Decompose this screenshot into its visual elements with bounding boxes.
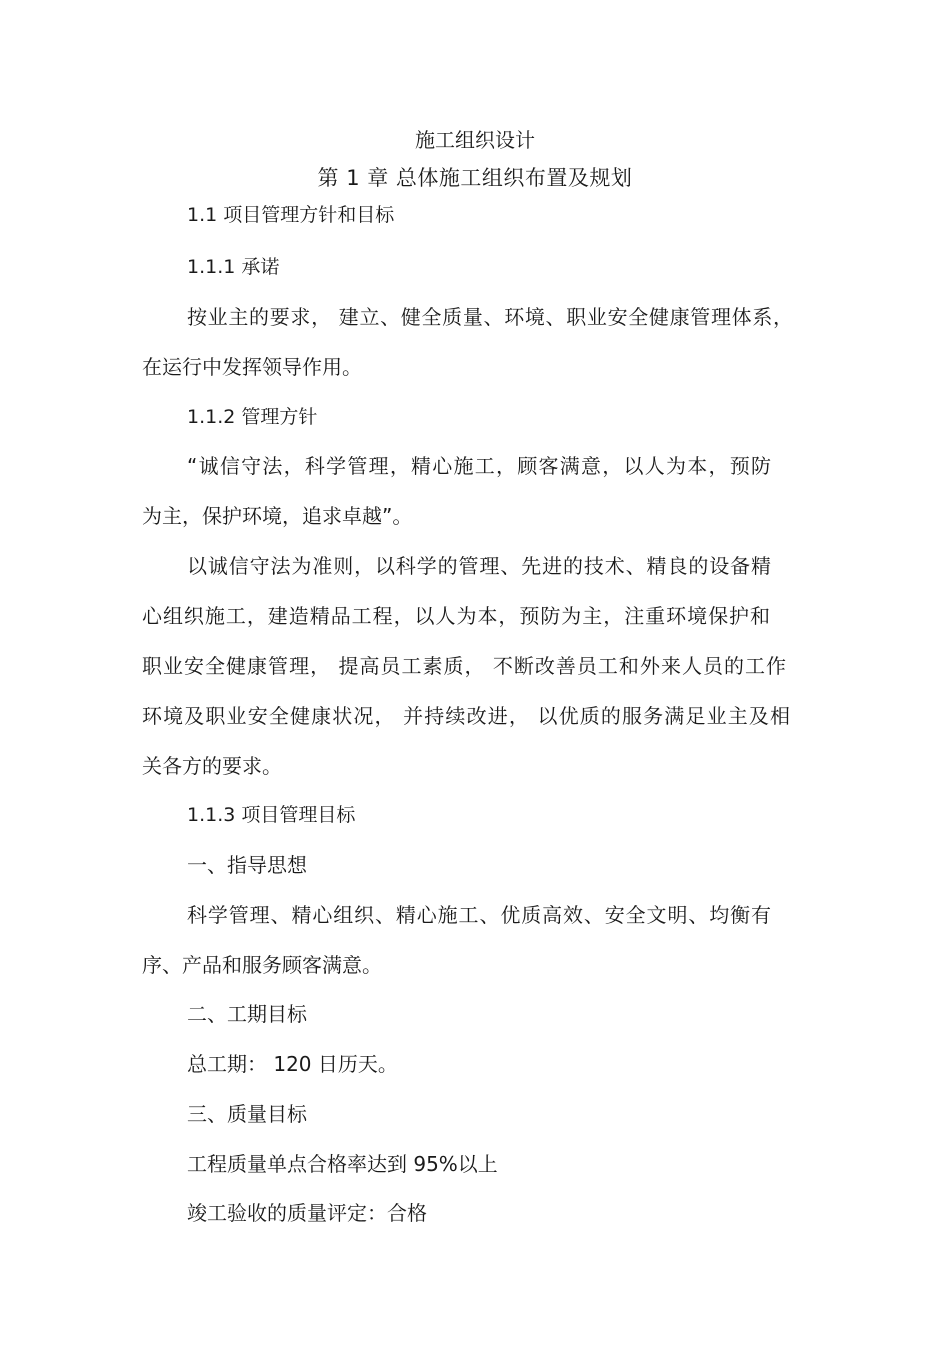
paragraph-line: 环境及职业安全健康状况， 并持续改进， 以优质的服务满足业主及相 bbox=[142, 704, 790, 728]
paragraph-line: 在运行中发挥领导作用。 bbox=[142, 355, 362, 379]
paragraph-line: 工程质量单点合格率达到 95%以上 bbox=[187, 1152, 498, 1176]
paragraph-line: 总工期： 120 日历天。 bbox=[187, 1052, 398, 1076]
subsection-heading-1-1-1: 1.1.1 承诺 bbox=[187, 256, 280, 278]
chapter-heading: 第 1 章 总体施工组织布置及规划 bbox=[317, 166, 633, 190]
item-heading: 二、工期目标 bbox=[187, 1002, 307, 1026]
paragraph-line: 科学管理、精心组织、精心施工、优质高效、安全文明、均衡有 bbox=[187, 903, 771, 927]
subsection-heading-1-1-3: 1.1.3 项目管理目标 bbox=[187, 804, 356, 826]
section-heading-1-1: 1.1 项目管理方针和目标 bbox=[187, 204, 395, 226]
subsection-heading-1-1-2: 1.1.2 管理方针 bbox=[187, 406, 318, 428]
paragraph-line: “诚信守法，科学管理，精心施工，顾客满意，以人为本，预防 bbox=[187, 454, 771, 478]
paragraph-line: 为主，保护环境，追求卓越”。 bbox=[142, 504, 413, 528]
paragraph-line: 关各方的要求。 bbox=[142, 754, 282, 778]
paragraph-line: 以诚信守法为准则，以科学的管理、先进的技术、精良的设备精 bbox=[187, 554, 771, 578]
paragraph-line: 职业安全健康管理， 提高员工素质， 不断改善员工和外来人员的工作 bbox=[142, 654, 786, 678]
item-heading: 三、质量目标 bbox=[187, 1102, 307, 1126]
document-title: 施工组织设计 bbox=[415, 128, 535, 152]
paragraph-line: 序、产品和服务顾客满意。 bbox=[142, 953, 382, 977]
paragraph-line: 心组织施工，建造精品工程，以人为本，预防为主，注重环境保护和 bbox=[142, 604, 770, 628]
item-heading: 一、指导思想 bbox=[187, 853, 307, 877]
paragraph-line: 竣工验收的质量评定：合格 bbox=[187, 1201, 427, 1225]
paragraph-line: 按业主的要求， 建立、健全质量、环境、职业安全健康管理体系， bbox=[187, 305, 793, 329]
